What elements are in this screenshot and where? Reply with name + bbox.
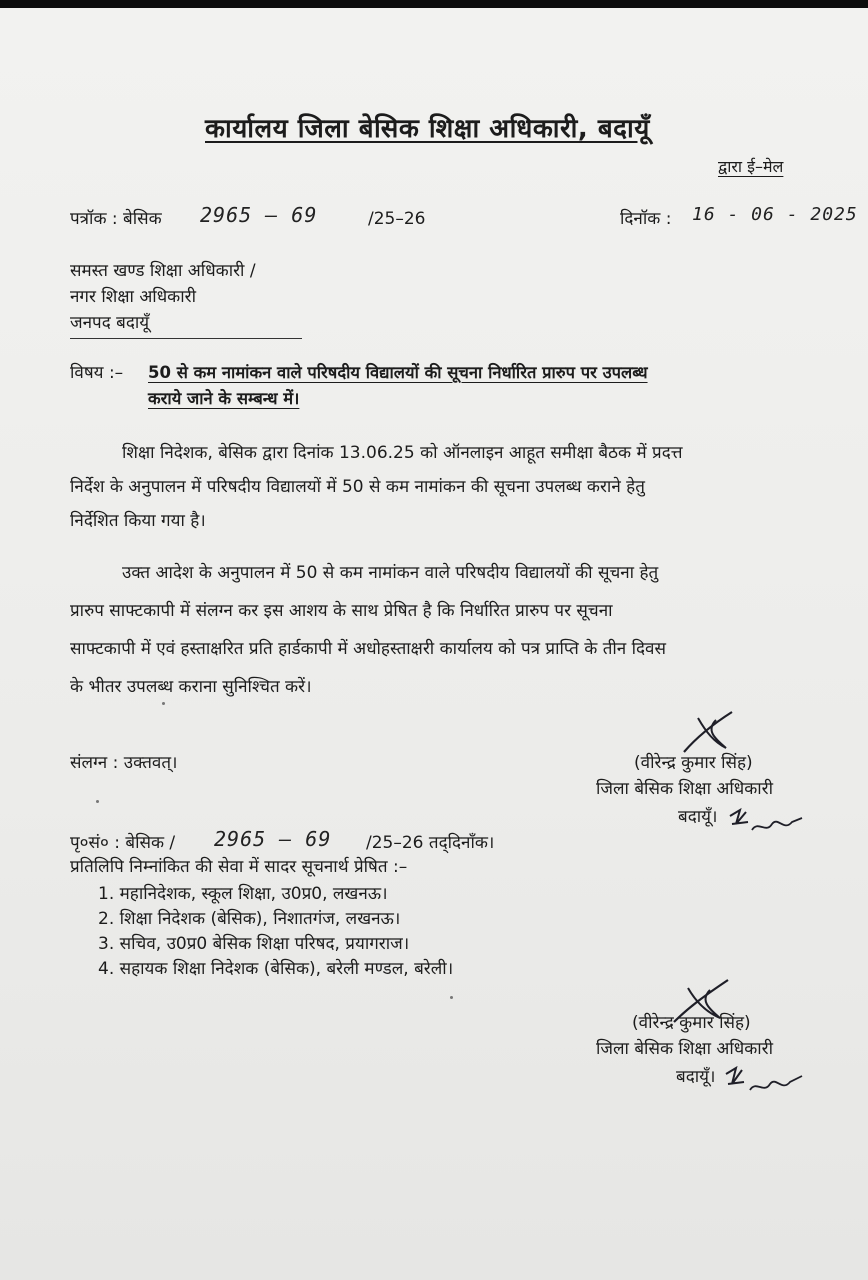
signatory-designation-2: जिला बेसिक शिक्षा अधिकारी bbox=[596, 1039, 774, 1059]
recipient-line2: नगर शिक्षा अधिकारी bbox=[70, 287, 196, 307]
para1-line: निर्देश के अनुपालन में परिषदीय विद्यालयों में 50 से कम नामांकन की सूचना उपलब्ध कराने हेतु bbox=[70, 477, 645, 497]
ref-label: पत्रॉक : बेसिक bbox=[70, 209, 162, 229]
para2-line: प्रारुप साफ्टकापी में संलग्न कर इस आशय के साथ प्रेषित है कि निर्धारित प्रारुप पर सूचना bbox=[70, 601, 613, 621]
copy-recipient-list bbox=[98, 882, 453, 982]
signatory-designation-1: जिला बेसिक शिक्षा अधिकारी bbox=[596, 779, 774, 799]
date-handwritten: 16 - 06 - 2025 bbox=[692, 204, 858, 225]
scan-speck bbox=[450, 996, 453, 999]
copy-ref-label: पृ०सं० : बेसिक / bbox=[70, 833, 176, 853]
recipient-line3: जनपद बदायूँ bbox=[70, 313, 150, 333]
para2-line: के भीतर उपलब्ध कराना सुनिश्चित करें। bbox=[70, 677, 312, 697]
initials-mark-1 bbox=[726, 804, 806, 838]
list-item: 2. शिक्षा निदेशक (बेसिक), निशातगंज, लखनऊ। bbox=[98, 909, 401, 929]
body-paragraph-1 bbox=[70, 436, 814, 538]
date-label: दिनॉक : bbox=[620, 209, 672, 229]
signatory-name-2: (वीरेन्द्र कुमार सिंह) bbox=[632, 1013, 751, 1033]
list-item: 1. महानिदेशक, स्कूल शिक्षा, उ0प्र0, लखनऊ। bbox=[98, 884, 388, 904]
para1-line: शिक्षा निदेशक, बेसिक द्वारा दिनांक 13.06.25 को ऑनलाइन आहूत समीक्षा बैठक में प्रदत्त bbox=[122, 443, 683, 463]
signatory-place-2: बदायूँ। bbox=[676, 1067, 716, 1087]
signatory-place-1: बदायूँ। bbox=[678, 807, 718, 827]
subject-line1: 50 से कम नामांकन वाले परिषदीय विद्यालयों की सूचना निर्धारित प्रारुप पर उपलब्ध bbox=[148, 363, 648, 382]
para2-line: उक्त आदेश के अनुपालन में 50 से कम नामांकन वाले परिषदीय विद्यालयों की सूचना हेतु bbox=[122, 563, 659, 583]
ref-number-handwritten: 2965 – 69 bbox=[200, 203, 318, 227]
scan-speck bbox=[96, 800, 99, 803]
letter-page bbox=[0, 8, 868, 1280]
copy-intro: प्रतिलिपि निम्नांकित की सेवा में सादर सूचनार्थ प्रेषित :– bbox=[70, 857, 408, 877]
subject-line2: कराये जाने के सम्बन्ध में। bbox=[148, 389, 300, 408]
para1-line: निर्देशित किया गया है। bbox=[70, 511, 206, 531]
top-border bbox=[0, 0, 868, 8]
copy-ref-number-handwritten: 2965 – 69 bbox=[214, 827, 332, 851]
para2-line: साफ्टकापी में एवं हस्ताक्षरित प्रति हार्डकापी में अधोहस्ताक्षरी कार्यालय को पत्र प्राप्ति के तीन दिवस bbox=[70, 639, 667, 659]
list-item: 4. सहायक शिक्षा निदेशक (बेसिक), बरेली मण्डल, बरेली। bbox=[98, 959, 454, 979]
subject-label: विषय :– bbox=[70, 363, 124, 383]
initials-mark-2 bbox=[722, 1062, 806, 1098]
office-title: कार्यालय जिला बेसिक शिक्षा अधिकारी, बदायूँ bbox=[205, 114, 650, 144]
body-paragraph-2 bbox=[70, 554, 814, 706]
recipient-line1: समस्त खण्ड शिक्षा अधिकारी / bbox=[70, 261, 256, 281]
signatory-name-1: (वीरेन्द्र कुमार सिंह) bbox=[634, 753, 753, 773]
copy-ref-suffix: /25–26 तद्‌दिनाँक। bbox=[366, 833, 495, 853]
enclosure: संलग्न : उक्तवत्। bbox=[70, 753, 178, 773]
delivery-mode: द्वारा ई–मेल bbox=[718, 157, 784, 176]
list-item: 3. सचिव, उ0प्र0 बेसिक शिक्षा परिषद, प्रयागराज। bbox=[98, 934, 410, 954]
recipient-underline bbox=[70, 338, 302, 339]
ref-year: /25–26 bbox=[368, 209, 426, 229]
scan-speck bbox=[162, 702, 165, 705]
